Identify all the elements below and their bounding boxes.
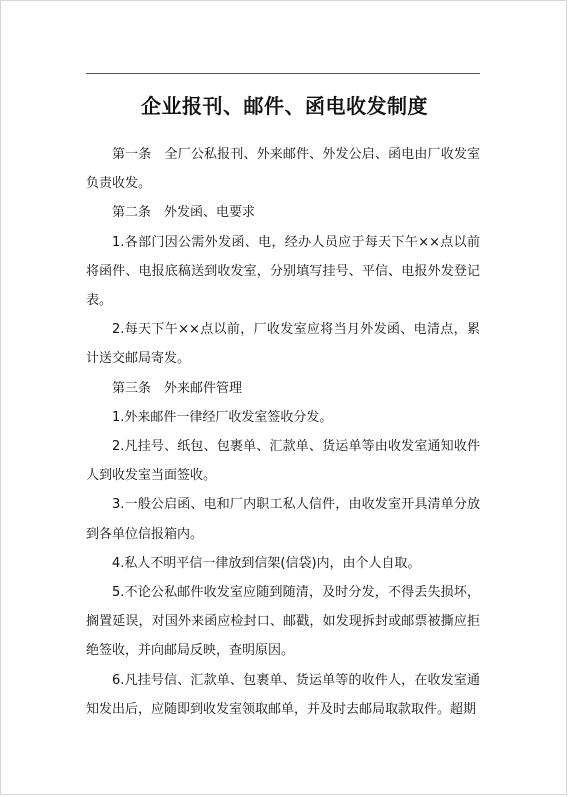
paragraph-2-2: 2.每天下午××点以前，厂收发室应将当月外发函、电清点，累计送交邮局寄发。 bbox=[86, 322, 480, 367]
paragraph-article-2-heading: 第二条 外发函、电要求 bbox=[112, 205, 256, 221]
paragraph-3-4: 4.私人不明平信一律放到信架(信袋)内，由个人自取。 bbox=[112, 555, 421, 571]
paragraph-3-2: 2.凡挂号、纸包、包裹单、汇款单、货运单等由收发室通知收件人到收发室当面签收。 bbox=[86, 439, 480, 484]
paragraph-2-1: 1.各部门因公需外发函、电，经办人员应于每天下午××点以前将函件、电报底稿送到收发室，分别填写挂号、平信、电报外发登记表。 bbox=[86, 234, 480, 309]
paragraph-3-3: 3.一般公启函、电和厂内职工私人信件，由收发室开具清单分放到各单位信报箱内。 bbox=[86, 497, 480, 542]
paragraph-3-1: 1.外来邮件一律经厂收发室签收分发。 bbox=[112, 409, 333, 425]
paragraph-3-6: 6.凡挂号信、汇款单、包裹单、货运单等的收件人，在收发室通知发出后，应随即到收发室领取邮单，并及时去邮局取款取件。超期 bbox=[86, 672, 480, 717]
header-rule bbox=[86, 73, 480, 74]
document-title: 企业报刊、邮件、函电收发制度 bbox=[141, 94, 428, 118]
paragraph-article-3-heading: 第三条 外来邮件管理 bbox=[112, 380, 243, 396]
paragraph-3-5: 5.不论公私邮件收发室应随到随清，及时分发，不得丢失损坏，搁置延误，对国外来函应检封口、邮戳，如发现拆封或邮票被撕应拒绝签收，并向邮局反映，查明原因。 bbox=[86, 585, 480, 659]
document-body bbox=[86, 140, 480, 724]
paragraph-article-1: 第一条 全厂公私报刊、外来邮件、外发公启、函电由厂收发室负责收发。 bbox=[86, 147, 480, 192]
